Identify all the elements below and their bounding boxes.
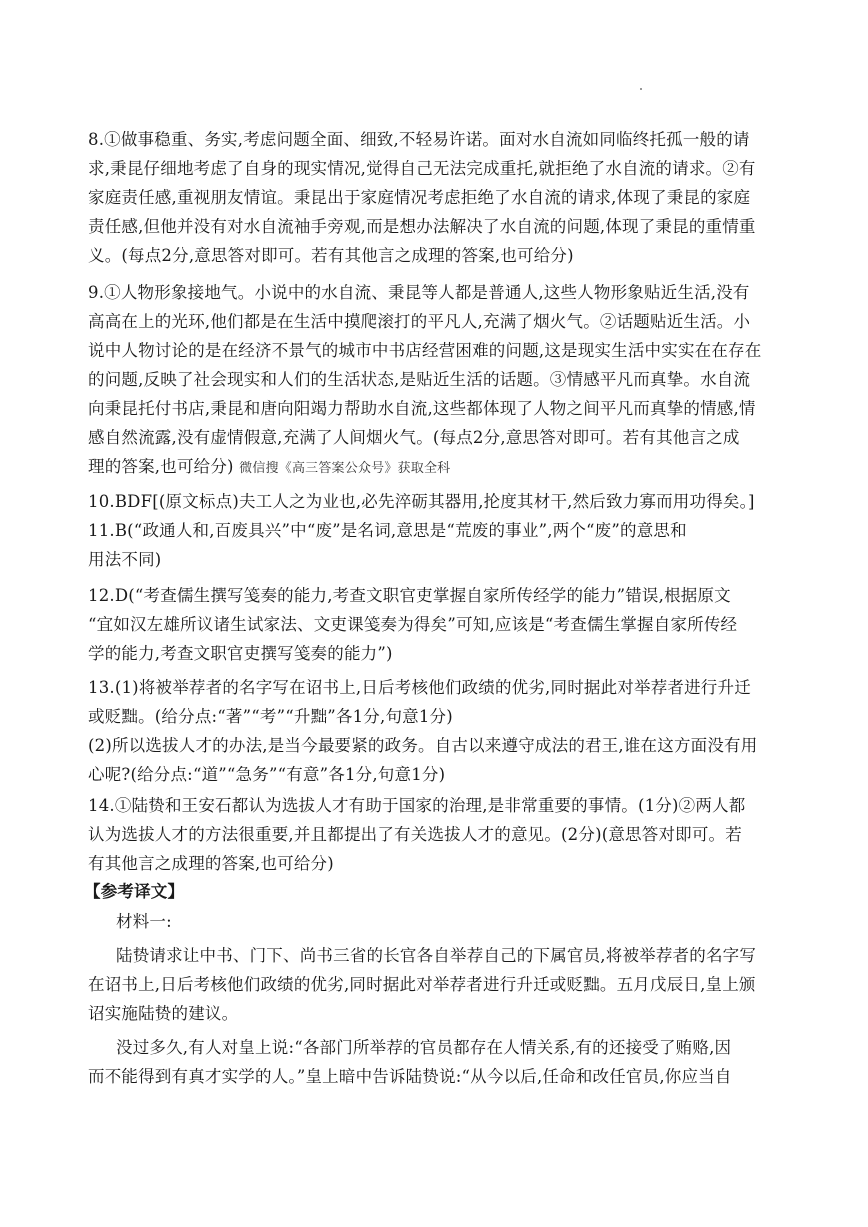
answer-8-line-5: 义。(每点2分,意思答对即可。若有其他言之成理的答案,也可给分) <box>88 246 574 265</box>
answer-12-line-2: “宜如汉左雄所议诸生试家法、文吏课笺奏为得矣”可知,应该是“考查儒生掌握自家所传经 <box>88 615 738 634</box>
translation-p1-line-2: 在诏书上,日后考核他们政绩的优劣,同时据此对举荐者进行升迁或贬黜。五月戊辰日,皇上颁 <box>88 975 756 994</box>
answer-14-line-1: 14.①陆贽和王安石都认为选拔人才有助于国家的治理,是非常重要的事情。(1分)②两人都 <box>88 796 746 815</box>
answer-12-line-3: 学的能力,考查文职官吏撰写笺奏的能力”) <box>88 644 393 663</box>
reference-translation-heading: 【参考译文】 <box>84 882 185 901</box>
translation-p1-line-1: 陆贽请求让中书、门下、尚书三省的长官各自举荐自己的下属官员,将被举荐者的名字写 <box>116 946 757 965</box>
answer-8-line-2: 求,秉昆仔细地考虑了自身的现实情况,觉得自己无法完成重托,就拒绝了水自流的请求。②有 <box>88 159 756 178</box>
translation-p2-line-1: 没过多久,有人对皇上说:“各部门所举荐的官员都存在人情关系,有的还接受了贿赂,因 <box>116 1038 732 1057</box>
answer-9-line-7 <box>88 455 450 481</box>
answer-13-line-1: 13.(1)将被举荐者的名字写在诏书上,日后考核他们政绩的优劣,同时据此对举荐者进行升迁 <box>88 678 751 697</box>
answer-9-line-1: 9.①人物形象接地气。小说中的水自流、秉昆等人都是普通人,这些人物形象贴近生活,没有 <box>88 283 750 302</box>
answer-9-line-2: 高高在上的光环,他们都是在生活中摸爬滚打的平凡人,充满了烟火气。②话题贴近生活。小 <box>88 312 751 331</box>
translation-p2-line-2: 而不能得到有真才实学的人。”皇上暗中告诉陆贽说:“从今以后,任命和改任官员,你应当自 <box>88 1067 732 1086</box>
answer-10-line-1: 10.BDF[(原文标点)夫工人之为业也,必先淬砺其器用,抡度其材干,然后致力寡而用功得矣。] <box>88 492 755 511</box>
material-one-label: 材料一: <box>116 912 172 931</box>
answer-11-line-1: 11.B(“政通人和,百废具兴”中“废”是名词,意思是“荒废的事业”,两个“废”的意思和 <box>88 521 687 540</box>
answer-9-line-7-text: 理的答案,也可给分) <box>88 457 234 476</box>
answer-11-line-2: 用法不同) <box>88 550 162 569</box>
answer-8-line-3: 家庭责任感,重视朋友情谊。秉昆出于家庭情况考虑拒绝了水自流的请求,体现了秉昆的家庭 <box>88 188 751 207</box>
answer-9-line-5: 向秉昆托付书店,秉昆和唐向阳竭力帮助水自流,这些都体现了人物之间平凡而真挚的情感,情 <box>88 399 756 418</box>
answer-9-line-3: 说中人物讨论的是在经济不景气的城市中书店经营困难的问题,这是现实生活中实实在在存在 <box>88 341 762 360</box>
answer-9-line-6: 感自然流露,没有虚情假意,充满了人间烟火气。(每点2分,意思答对即可。若有其他言之成 <box>88 428 740 447</box>
answer-13-line-3: (2)所以选拔人才的办法,是当今最要紧的政务。自古以来遵守成法的君王,谁在这方面没有用 <box>88 736 758 755</box>
answer-14-line-2: 认为选拔人才的方法很重要,并且都提出了有关选拔人才的意见。(2分)(意思答对即可。若 <box>88 825 742 844</box>
answer-13-line-4: 心呢?(给分点:“道”“急务”“有意”各1分,句意1分) <box>88 765 446 784</box>
scan-speck <box>640 88 642 90</box>
answer-13-line-2: 或贬黜。(给分点:“著”“考”“升黜”各1分,句意1分) <box>88 707 453 726</box>
answer-9-line-4: 的问题,反映了社会现实和人们的生活状态,是贴近生活的话题。③情感平凡而真挚。水自流 <box>88 370 751 389</box>
translation-p1-line-3: 诏实施陆贽的建议。 <box>88 1004 239 1023</box>
answer-12-line-1: 12.D(“考查儒生撰写笺奏的能力,考查文职官吏掌握自家所传经学的能力”错误,根据原文 <box>88 586 731 605</box>
answer-14-line-3: 有其他言之成理的答案,也可给分) <box>88 854 334 873</box>
wechat-note: 微信搜《高三答案公众号》获取全科 <box>239 461 451 476</box>
answer-8-line-1: 8.①做事稳重、务实,考虑问题全面、细致,不轻易许诺。面对水自流如同临终托孤一般的请 <box>88 130 750 149</box>
answer-8-line-4: 责任感,但他并没有对水自流袖手旁观,而是想办法解决了水自流的问题,体现了秉昆的重情重 <box>88 217 756 236</box>
